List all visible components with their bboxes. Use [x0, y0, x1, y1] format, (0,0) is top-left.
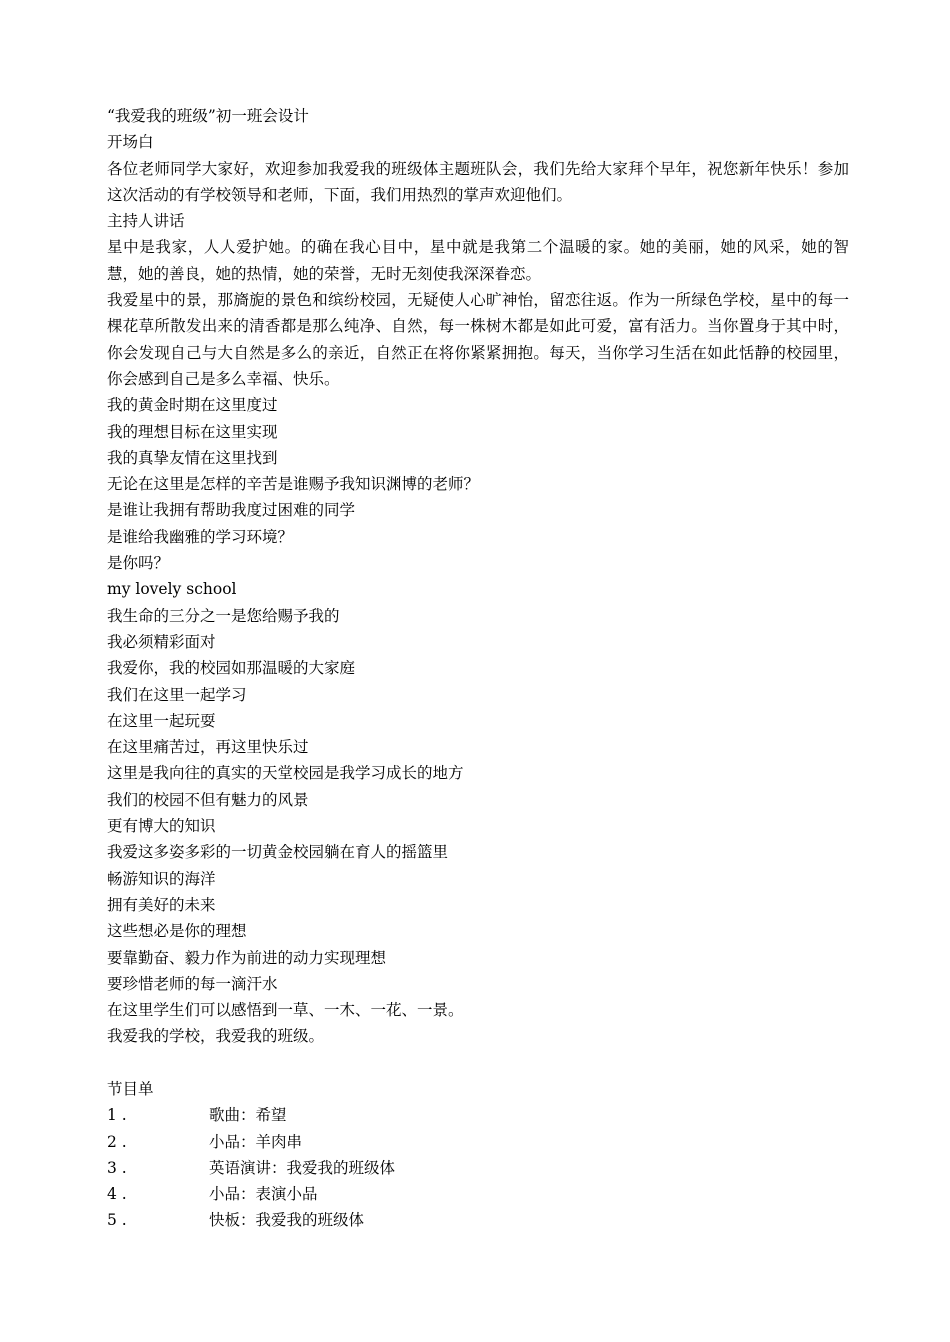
poem-line: 畅游知识的海洋: [107, 869, 216, 888]
poem-line: 在这里痛苦过，再这里快乐过: [107, 738, 309, 757]
program-list: [107, 1102, 849, 1233]
program-item-number: 3 .: [107, 1158, 127, 1177]
poem-line: 在这里一起玩耍: [107, 711, 216, 730]
blank-line: [107, 1050, 849, 1076]
program-item: [107, 1207, 849, 1233]
program-item-number: 1 .: [107, 1106, 127, 1125]
poem-line: 我的黄金时期在这里度过: [107, 396, 278, 415]
poem-line: my lovely school: [107, 580, 237, 599]
program-item-number: 5 .: [107, 1211, 127, 1230]
host-heading: 主持人讲话: [107, 212, 185, 231]
host-paragraph-2: 我爱星中的景，那旖旎的景色和缤纷校园，无疑使人心旷神怡，留恋往返。作为一所绿色学校，星中的每一棵花草所散发出来的清香都是那么纯净、自然，每一株树木都是如此可爱，富有活力。当你置身于其中时，你会发现自己与大自然是多么的亲近，自然正在将你紧紧拥抱。每天，当你学习生活在如此恬静的校园里，你会感到自己是多么幸福、快乐。: [107, 291, 849, 388]
document-body: [107, 103, 849, 1234]
poem-line: 这些想必是你的理想: [107, 922, 247, 941]
program-item: [107, 1102, 849, 1128]
poem-line: 无论在这里是怎样的辛苦是谁赐予我知识渊博的老师？: [107, 475, 480, 494]
program-item-text: 英语演讲：我爱我的班级体: [209, 1158, 396, 1177]
program-item-text: 小品：表演小品: [209, 1185, 318, 1204]
program-item-number: 2 .: [107, 1132, 127, 1151]
poem-line: 我爱你，我的校园如那温暖的大家庭: [107, 659, 356, 678]
opening-paragraph: 各位老师同学大家好，欢迎参加我爱我的班级体主题班队会，我们先给大家拜个早年，祝您新年快乐！参加这次活动的有学校领导和老师，下面，我们用热烈的掌声欢迎他们。: [107, 159, 849, 204]
program-item: [107, 1129, 849, 1155]
poem-line: 我的理想目标在这里实现: [107, 422, 278, 441]
poem-line: 我生命的三分之一是您给赐予我的: [107, 606, 340, 625]
program-heading: 节目单: [107, 1079, 154, 1098]
poem-line: 是谁给我幽雅的学习环境？: [107, 527, 294, 546]
poem-line: 拥有美好的未来: [107, 895, 216, 914]
program-item: [107, 1155, 849, 1181]
opening-heading: 开场白: [107, 133, 154, 152]
poem-line: 我们的校园不但有魅力的风景: [107, 790, 309, 809]
poem-line: 我们在这里一起学习: [107, 685, 247, 704]
poem-line: 是你吗？: [107, 554, 170, 573]
program-item-number: 4 .: [107, 1185, 127, 1204]
poem-line: 我的真挚友情在这里找到: [107, 448, 278, 467]
host-paragraph-1: 星中是我家，人人爱护她。的确在我心目中，星中就是我第二个温暖的家。她的美丽，她的风采，她的智慧，她的善良，她的热情，她的荣誉，无时无刻使我深深眷恋。: [107, 238, 849, 283]
poem-line: 在这里学生们可以感悟到一草、一木、一花、一景。: [107, 1001, 464, 1020]
poem-line: 我必须精彩面对: [107, 632, 216, 651]
program-item-text: 歌曲：希望: [209, 1106, 287, 1125]
program-item-text: 快板：我爱我的班级体: [209, 1211, 365, 1230]
poem-lines: [107, 392, 849, 1049]
program-item-text: 小品：羊肉串: [209, 1132, 303, 1151]
poem-line: 更有博大的知识: [107, 817, 216, 836]
poem-line: 要靠勤奋、毅力作为前进的动力实现理想: [107, 948, 387, 967]
document-title: “我爱我的班级”初一班会设计: [107, 107, 309, 125]
poem-line: 是谁让我拥有帮助我度过困难的同学: [107, 501, 356, 520]
poem-line: 要珍惜老师的每一滴汗水: [107, 974, 278, 993]
poem-line: 我爱这多姿多彩的一切黄金校园躺在育人的摇篮里: [107, 843, 449, 862]
poem-line: 这里是我向往的真实的天堂校园是我学习成长的地方: [107, 764, 464, 783]
program-item: [107, 1181, 849, 1207]
poem-line: 我爱我的学校，我爱我的班级。: [107, 1027, 325, 1046]
